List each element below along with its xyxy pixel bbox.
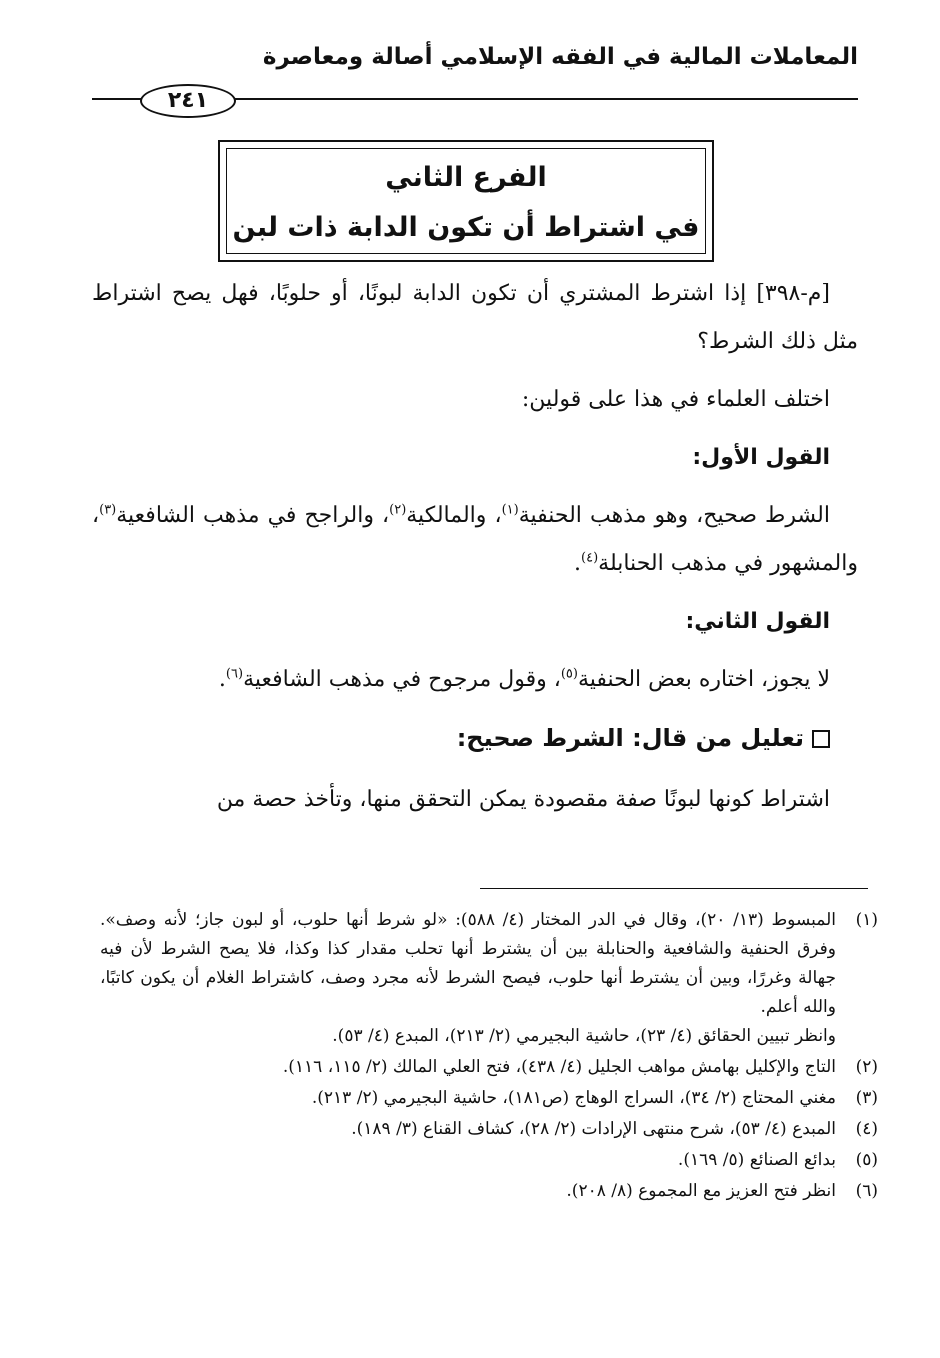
footnote-ref-1: (١) bbox=[501, 502, 519, 518]
footnote-2 bbox=[100, 1053, 878, 1082]
first-opinion-paragraph bbox=[92, 492, 858, 588]
checkbox-icon bbox=[812, 730, 830, 748]
footnote-number: (٦) bbox=[855, 1181, 878, 1201]
first-opinion-text-1: الشرط صحيح، وهو مذهب الحنفية bbox=[518, 503, 830, 528]
footnote-5 bbox=[100, 1146, 878, 1175]
second-opinion-heading: القول الثاني: bbox=[685, 609, 830, 634]
second-opinion-text-3: . bbox=[218, 667, 226, 692]
main-text bbox=[92, 270, 858, 834]
footnote-ref-5: (٥) bbox=[560, 666, 578, 682]
first-opinion-text-2: ، والمالكية bbox=[406, 503, 502, 528]
footnote-number: (٣) bbox=[855, 1088, 878, 1108]
first-opinion-text-4: ، والمشهور في مذهب الحنابلة bbox=[92, 503, 858, 576]
footnote-body: المبسوط (١٣/ ٢٠)، وقال في الدر المختار (٤/ ٥٨٨): «لو شرط أنها حلوب، أو لبون جاز؛ لأنه وصف». وفرق الحنفية والشافعية والحنابلة بين أن يشترط أنها تحلب مقدار كذا وكذا، فلا يصح الشرط لأن فيه جهالة وغررًا، وبين أن يشترط أنها حلوب، فيصح الشرط لأنه مجرد وصف، كاشتراط الغلام أن يكون كاتبًا، والله أعلم. bbox=[100, 910, 836, 1017]
footnote-ref-3: (٣) bbox=[99, 502, 117, 518]
footnote-3 bbox=[100, 1084, 878, 1113]
section-title-box bbox=[218, 140, 714, 262]
page-number: ٢٤١ bbox=[140, 84, 236, 118]
footnote-ref-6: (٦) bbox=[225, 666, 244, 682]
footnote-number: (٤) bbox=[855, 1119, 878, 1139]
footnote-number: (١) bbox=[855, 910, 878, 930]
first-opinion-text-3: ، والراجح في مذهب الشافعية bbox=[116, 503, 390, 528]
reasoning-heading: تعليل من قال: الشرط صحيح: bbox=[456, 724, 804, 752]
second-opinion-text-2: ، وقول مرجوح في مذهب الشافعية bbox=[243, 667, 561, 692]
second-opinion-text-1: لا يجوز، اختاره بعض الحنفية bbox=[577, 667, 830, 692]
section-title-line-2: في اشتراط أن تكون الدابة ذات لبن bbox=[232, 212, 700, 243]
footnote-separator bbox=[480, 888, 868, 889]
footnote-see-also: وانظر تبيين الحقائق (٤/ ٢٣)، حاشية البجيرمي (٢/ ٢١٣)، المبدع (٤/ ٥٣). bbox=[332, 1026, 836, 1046]
footnote-ref-2: (٢) bbox=[389, 502, 407, 518]
section-title-line-1: الفرع الثاني bbox=[385, 162, 547, 193]
footnote-6 bbox=[100, 1177, 878, 1206]
footnote-number: (٢) bbox=[855, 1057, 878, 1077]
running-title: المعاملات المالية في الفقه الإسلامي أصالة ومعاصرة bbox=[262, 44, 858, 70]
section-title-inner-frame bbox=[226, 148, 706, 254]
reasoning-paragraph: اشتراط كونها لبونًا صفة مقصودة يمكن التحقق منها، وتأخذ حصة من bbox=[216, 787, 830, 812]
footnote-1 bbox=[100, 906, 878, 1051]
footnote-ref-4: (٤) bbox=[581, 550, 599, 566]
footnotes bbox=[100, 906, 878, 1208]
first-opinion-text-5: . bbox=[574, 551, 582, 576]
footnote-text: انظر فتح العزيز مع المجموع (٨/ ٢٠٨). bbox=[566, 1181, 836, 1201]
footnote-text: التاج والإكليل بهامش مواهب الجليل (٤/ ٤٣٨)، فتح العلي المالك (٢/ ١١٥، ١١٦). bbox=[282, 1057, 836, 1077]
footnote-text: بدائع الصنائع (٥/ ١٦٩). bbox=[677, 1150, 836, 1170]
reasoning-heading-row bbox=[92, 714, 858, 762]
footnote-number: (٥) bbox=[855, 1150, 878, 1170]
footnote-4 bbox=[100, 1115, 878, 1144]
question-paragraph: [م-٣٩٨] إذا اشترط المشتري أن تكون الدابة لبونًا، أو حلوبًا، فهل يصح اشتراط مثل ذلك الشرط؟ bbox=[92, 281, 858, 354]
footnote-text: مغني المحتاج (٢/ ٣٤)، السراج الوهاج (ص١٨١)، حاشية البجيرمي (٢/ ٢١٣). bbox=[311, 1088, 836, 1108]
footnote-text: المبدع (٤/ ٥٣)، شرح منتهى الإرادات (٢/ ٢٨)، كشاف القناع (٣/ ١٨٩). bbox=[351, 1119, 836, 1139]
footnote-text bbox=[100, 906, 836, 1051]
first-opinion-heading: القول الأول: bbox=[692, 445, 830, 470]
second-opinion-paragraph bbox=[92, 656, 858, 704]
intro-paragraph: اختلف العلماء في هذا على قولين: bbox=[521, 387, 830, 412]
